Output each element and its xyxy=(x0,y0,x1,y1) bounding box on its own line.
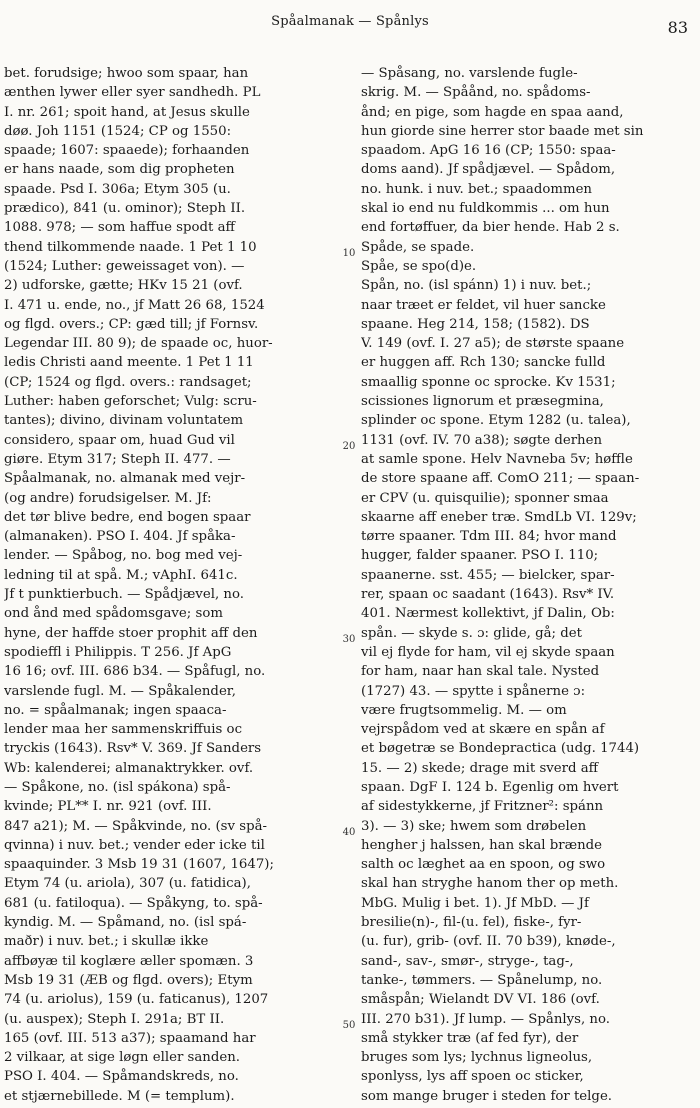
text-line: scissiones lignorum et præsegmina, xyxy=(361,394,604,410)
line-number: 10 xyxy=(342,248,356,259)
text-line: 165 (ovf. III. 513 a37); spaamand har xyxy=(4,1030,256,1046)
text-line: kvinde; PL** I. nr. 921 (ovf. III. xyxy=(4,799,212,815)
line-number: 50 xyxy=(342,1020,356,1031)
text-line: prædico), 841 (u. ominor); Steph II. xyxy=(4,201,246,217)
text-line: 401. Nærmest kollektivt, jf Dalin, Ob: xyxy=(361,606,615,622)
text-line: Etym 74 (u. ariola), 307 (u. fatidica), xyxy=(4,876,251,892)
text-line: (1727) 43. — spytte i spånerne ɔ: xyxy=(361,683,586,699)
text-line: 74 (u. ariolus), 159 (u. faticanus), 1207 xyxy=(4,992,269,1008)
text-line: spaade. Psd I. 306a; Etym 305 (u. xyxy=(4,181,231,197)
text-line: (CP; 1524 og flgd. overs.: randsaget; xyxy=(4,374,252,390)
text-line: (1524; Luther: geweissaget von). — xyxy=(4,258,245,274)
text-line: (og andre) forudsigelser. M. Jf: xyxy=(4,490,212,506)
text-line: Spån, no. (isl spánn) 1) i nuv. bet.; xyxy=(361,278,592,294)
text-line: bresilie(n)-, fil-(u. fel), fiske-, fyr- xyxy=(361,915,582,931)
line-number: 40 xyxy=(342,827,356,838)
text-line: giøre. Etym 317; Steph II. 477. — xyxy=(4,451,231,467)
text-line: spaan. DgF I. 124 b. Egenlig om hvert xyxy=(361,779,619,795)
text-line: (u. fur), grib- (ovf. II. 70 b39), knøde-, xyxy=(361,934,616,950)
text-line: er huggen aff. Rch 130; sancke fulld xyxy=(361,355,606,371)
text-line: no. hunk. i nuv. bet.; spaadommen xyxy=(361,181,593,197)
text-line: døø. Joh 1151 (1524; CP og 1550: xyxy=(4,123,232,139)
text-line: ledis Christi aand meente. 1 Pet 1 11 xyxy=(4,355,254,371)
text-line: no. = spåalmanak; ingen spaaca- xyxy=(4,702,227,718)
text-line: MbG. Mulig i bet. 1). Jf MbD. — Jf xyxy=(361,895,589,911)
text-line: hugger, falder spaaner. PSO I. 110; xyxy=(361,548,599,564)
text-line: affbøyæ til koglære æller spomæn. 3 xyxy=(4,953,254,969)
text-line: 1131 (ovf. IV. 70 a38); søgte derhen xyxy=(361,432,603,448)
text-line: Spåalmanak, no. almanak med vejr- xyxy=(4,471,246,487)
text-line: considero, spaar om, huad Gud vil xyxy=(4,432,235,448)
text-line: sponlyss, lys aff spoen oc sticker, xyxy=(361,1069,584,1085)
text-line: splinder oc spone. Etym 1282 (u. talea), xyxy=(361,413,631,429)
text-line: det tør blive bedre, end bogen spaar xyxy=(4,509,251,525)
text-line: V. 149 (ovf. I. 27 a5); de største spaane xyxy=(361,336,625,352)
text-line: vil ej flyde for ham, vil ej skyde spaan xyxy=(361,644,615,660)
text-line: tørre spaaner. Tdm III. 84; hvor mand xyxy=(361,529,617,545)
text-line: et stjærnebillede. M (= templum). xyxy=(4,1088,235,1104)
text-line: 2) udforske, gætte; HKv 15 21 (ovf. xyxy=(4,278,243,294)
text-line: for ham, naar han skal tale. Nysted xyxy=(361,664,600,680)
text-line: lender maa her sammenskriffuis oc xyxy=(4,722,243,738)
text-line: spodieffl i Philippis. T 256. Jf ApG xyxy=(4,644,232,660)
text-line: smaallig sponne oc sprocke. Kv 1531; xyxy=(361,374,616,390)
text-line: 847 a21); M. — Spåkvinde, no. (sv spå- xyxy=(4,818,268,834)
text-line: spaaquinder. 3 Msb 19 31 (1607, 1647); xyxy=(4,857,274,873)
text-line: ænthen lywer eller syer sandhedh. PL xyxy=(4,85,261,101)
text-line: lender. — Spåbog, no. bog med vej- xyxy=(4,548,243,564)
text-line: hyne, der haffde stoer prophit aff den xyxy=(4,625,258,641)
text-line: Spåde, se spade. xyxy=(361,239,475,255)
text-line: hengher j halssen, han skal brænde xyxy=(361,837,603,853)
text-line: tanke-, tømmers. — Spånelump, no. xyxy=(361,972,603,988)
text-line: de store spaane aff. ComO 211; — spaan- xyxy=(361,471,640,487)
text-line: vejrspådom ved at skære en spån af xyxy=(361,722,605,738)
text-line: Wb: kalenderei; almanaktrykker. ovf. xyxy=(4,760,254,776)
text-line: end fortøffuer, da bier hende. Hab 2 s. xyxy=(361,220,620,236)
text-line: skrig. M. — Spåånd, no. spådoms- xyxy=(361,85,591,101)
text-line: (almanaken). PSO I. 404. Jf spåka- xyxy=(4,529,236,545)
text-line: 15. — 2) skede; drage mit sverd aff xyxy=(361,760,599,776)
text-line: spaade; 1607: spaaede); forhaanden xyxy=(4,143,250,159)
text-line: småspån; Wielandt DV VI. 186 (ovf. xyxy=(361,992,600,1008)
text-line: er hans naade, som dig propheten xyxy=(4,162,235,178)
text-line: 16 16; ovf. III. 686 b34. — Spåfugl, no. xyxy=(4,664,266,680)
text-line: Spåe, se spo(d)e. xyxy=(361,258,477,274)
running-title: Spåalmanak — Spånlys xyxy=(271,14,429,29)
text-line: skal io end nu fuldkommis ... om hun xyxy=(361,201,610,217)
text-line: — Spåkone, no. (isl spákona) spå- xyxy=(4,779,231,795)
text-line: — Spåsang, no. varslende fugle- xyxy=(361,66,578,81)
text-line: spån. — skyde s. ɔ: glide, gå; det xyxy=(361,625,582,641)
text-line: ledning til at spå. M.; vAphI. 641c. xyxy=(4,567,238,583)
text-line: varslende fugl. M. — Spåkalender, xyxy=(4,683,236,699)
text-line: I. nr. 261; spoit hand, at Jesus skulle xyxy=(4,104,250,120)
text-line: et bøgetræ se Bondepractica (udg. 1744) xyxy=(361,741,640,757)
left-column xyxy=(4,64,334,1106)
text-line: (u. auspex); Steph I. 291a; BT II. xyxy=(4,1011,225,1027)
text-line: qvinna) i nuv. bet.; vender eder icke til xyxy=(4,837,265,853)
text-line: PSO I. 404. — Spåmandskreds, no. xyxy=(4,1069,239,1085)
text-line: af sidestykkerne, jf Fritzner²: spánn xyxy=(361,799,604,815)
text-line: skaarne aff eneber træ. SmdLb VI. 129v; xyxy=(361,509,637,525)
text-line: rer, spaan oc saadant (1643). Rsv* IV. xyxy=(361,587,615,603)
text-line: ond ånd med spådomsgave; som xyxy=(4,606,223,622)
text-line: I. 471 u. ende, no., jf Matt 26 68, 1524 xyxy=(4,297,265,313)
line-number: 30 xyxy=(342,634,356,645)
line-number: 20 xyxy=(342,441,356,452)
text-line: spaanerne. sst. 455; — bielcker, spar- xyxy=(361,567,615,583)
text-line: og flgd. overs.; CP: gæd till; jf Fornsv. xyxy=(4,316,259,332)
text-line: tantes); divino, divinam voluntatem xyxy=(4,413,244,429)
text-line: spaadom. ApG 16 16 (CP; 1550: spaa- xyxy=(361,143,616,159)
text-line: er CPV (u. quisquilie); sponner smaa xyxy=(361,490,609,506)
text-line: III. 270 b31). Jf lump. — Spånlys, no. xyxy=(361,1011,610,1027)
text-line: bruges som lys; lychnus ligneolus, xyxy=(361,1050,593,1066)
text-line: Luther: haben geforschet; Vulg: scru- xyxy=(4,394,257,410)
text-line: hun giorde sine herrer stor baade met sin xyxy=(361,123,644,139)
text-line: Msb 19 31 (ÆB og flgd. overs); Etym xyxy=(4,972,253,988)
text-line: som mange bruger i steden for telge. xyxy=(361,1088,613,1104)
text-line: små stykker træ (af fed fyr), der xyxy=(361,1030,579,1046)
text-line: tryckis (1643). Rsv* V. 369. Jf Sanders xyxy=(4,741,262,757)
text-line: at samle spone. Helv Navneba 5v; høffle xyxy=(361,451,633,467)
text-line: være frugtsommelig. M. — om xyxy=(361,702,567,718)
text-line: naar træet er feldet, vil huer sancke xyxy=(361,297,606,313)
text-line: kyndig. M. — Spåmand, no. (isl spá- xyxy=(4,915,247,931)
text-line: 3). — 3) ske; hwem som drøbelen xyxy=(361,818,587,834)
text-line: 1088. 978; — som haffue spodt aff xyxy=(4,220,235,236)
text-line: doms aand). Jf spådjævel. — Spådom, xyxy=(361,162,616,178)
text-line: salth oc læghet aa en spoon, og swo xyxy=(361,857,606,873)
text-line: 2 vilkaar, at sige løgn eller sanden. xyxy=(4,1050,241,1066)
text-line: Legendar III. 80 9); de spaade oc, huor- xyxy=(4,336,273,352)
text-line: Jf t punktierbuch. — Spådjævel, no. xyxy=(4,587,244,603)
page-number: 83 xyxy=(667,18,688,37)
text-line: ånd; en pige, som hagde en spaa aand, xyxy=(361,104,624,120)
text-line: thend tilkommende naade. 1 Pet 1 10 xyxy=(4,239,257,255)
text-line: 681 (u. fatiloqua). — Spåkyng, to. spå- xyxy=(4,895,263,911)
text-line: bet. forudsige; hwoo som spaar, han xyxy=(4,66,249,81)
text-line: sand-, sav-, smør-, stryge-, tag-, xyxy=(361,953,574,969)
text-line: spaane. Heg 214, 158; (1582). DS xyxy=(361,316,590,332)
text-line: skal han stryghe hanom ther op meth. xyxy=(361,876,619,892)
right-column xyxy=(361,64,699,1106)
text-line: maðr) i nuv. bet.; i skullæ ikke xyxy=(4,934,209,950)
